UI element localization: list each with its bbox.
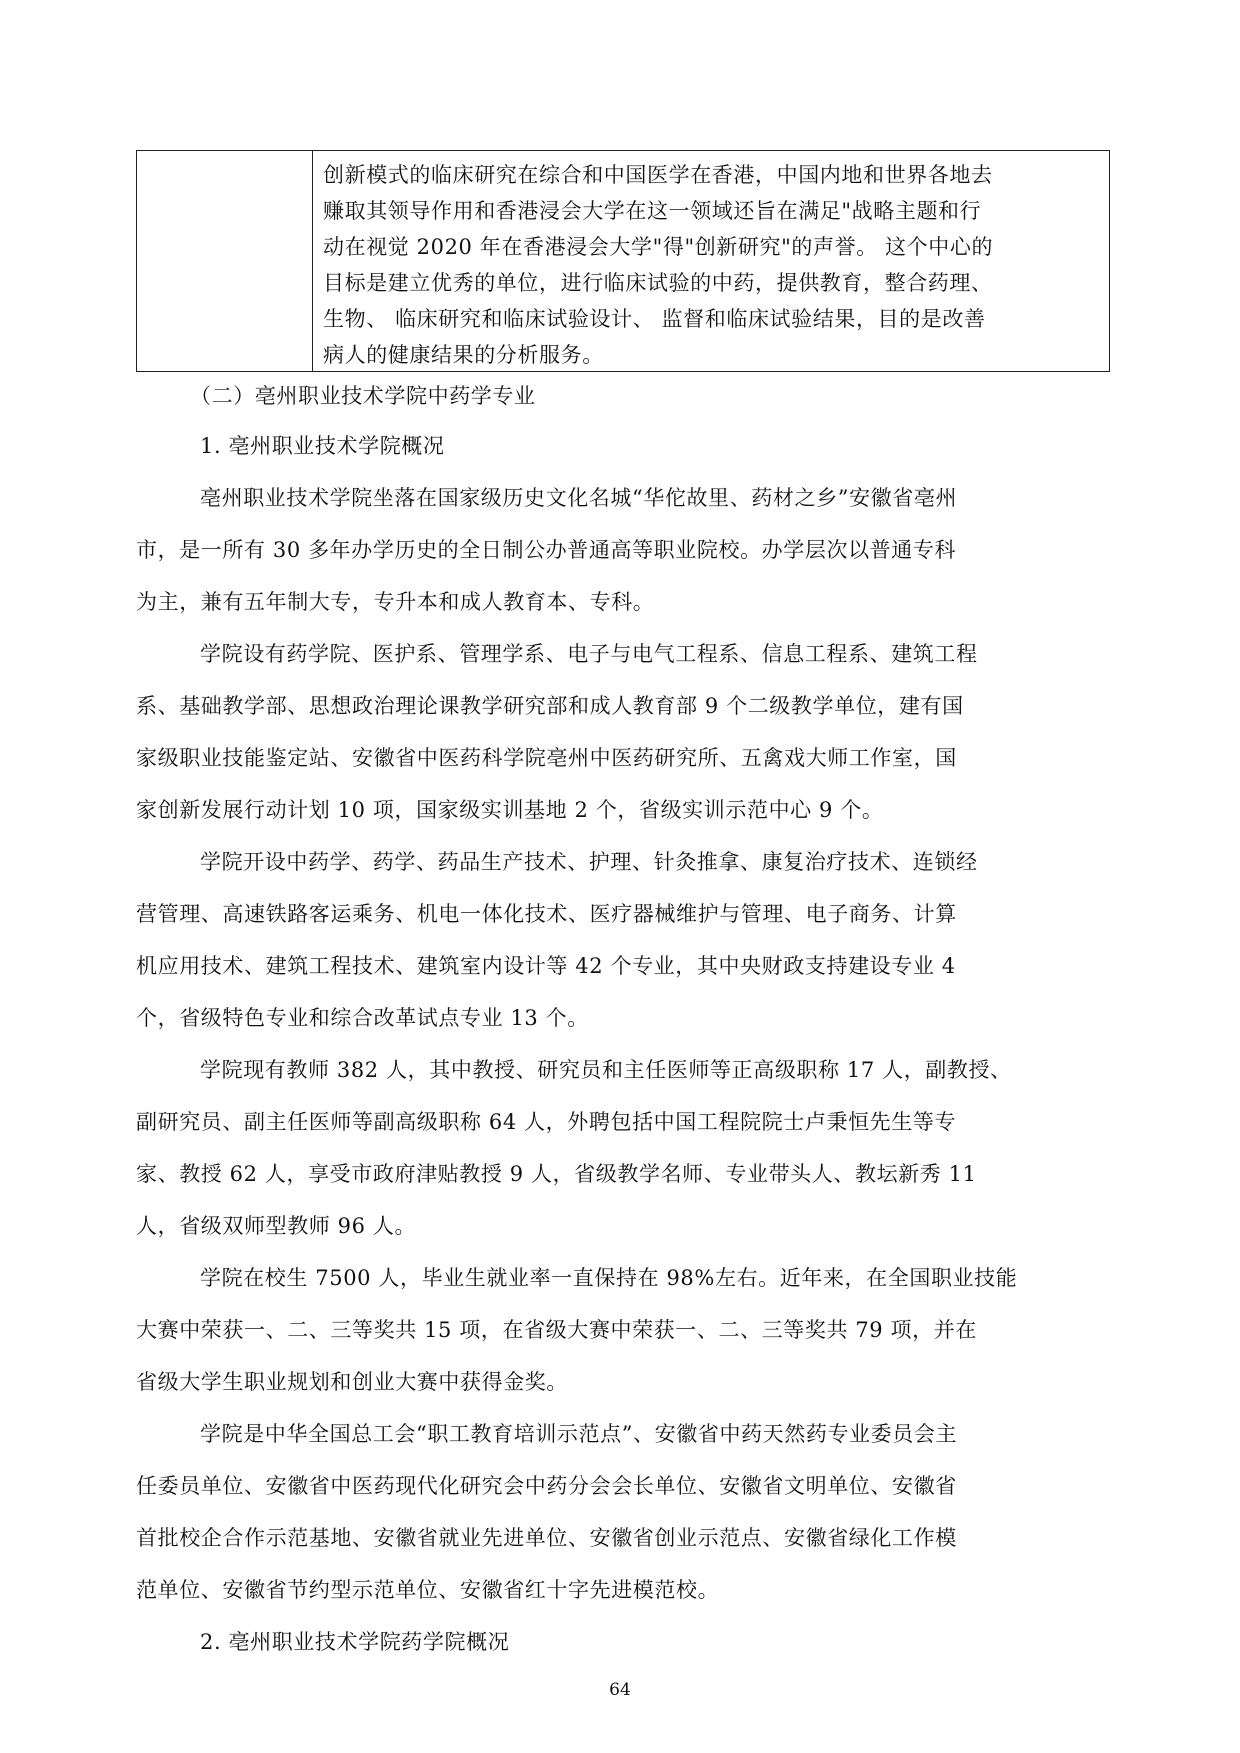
paragraph-line: 市，是一所有 30 多年办学历史的全日制公办普通高等职业院校。办学层次以普通专科 <box>136 538 957 562</box>
table-text-line: 生物、 临床研究和临床试验设计、 监督和临床试验结果，目的是改善 <box>323 307 986 331</box>
paragraph-line: 副研究员、副主任医师等副高级职称 64 人，外聘包括中国工程院院士卢秉恒先生等专 <box>136 1110 957 1134</box>
section-heading: （二）亳州职业技术学院中药学专业 <box>190 384 536 408</box>
table-text-line: 病人的健康结果的分析服务。 <box>323 343 604 367</box>
paragraph-line: 学院在校生 7500 人，毕业生就业率一直保持在 98%左右。近年来，在全国职业技能 <box>200 1266 1018 1290</box>
paragraph-line: 人，省级双师型教师 96 人。 <box>136 1214 417 1238</box>
paragraph-line: 为主，兼有五年制大专，专升本和成人教育本、专科。 <box>136 590 655 614</box>
subheading-pharmacy-school: 2. 亳州职业技术学院药学院概况 <box>200 1630 510 1654</box>
paragraph-line: 范单位、安徽省节约型示范单位、安徽省红十字先进模范校。 <box>136 1578 720 1602</box>
paragraph-line: 机应用技术、建筑工程技术、建筑室内设计等 42 个专业，其中央财政支持建设专业 4 <box>136 954 956 978</box>
table-text-line: 目标是建立优秀的单位，进行临床试验的中药，提供教育，整合药理、 <box>323 271 993 295</box>
paragraph-line: 任委员单位、安徽省中医药现代化研究会中药分会会长单位、安徽省文明单位、安徽省 <box>136 1474 957 1498</box>
paragraph-line: 学院设有药学院、医护系、管理学系、电子与电气工程系、信息工程系、建筑工程 <box>200 642 978 666</box>
paragraph-line: 首批校企合作示范基地、安徽省就业先进单位、安徽省创业示范点、安徽省绿化工作模 <box>136 1526 957 1550</box>
paragraph-line: 家创新发展行动计划 10 项，国家级实训基地 2 个，省级实训示范中心 9 个。 <box>136 798 884 822</box>
table-text-line: 动在视觉 2020 年在香港浸会大学"得"创新研究"的声誉。 这个中心的 <box>323 235 994 259</box>
paragraph-line: 大赛中荣获一、二、三等奖共 15 项，在省级大赛中荣获一、二、三等奖共 79 项，并在 <box>136 1318 977 1342</box>
subheading-overview: 1. 亳州职业技术学院概况 <box>200 434 445 458</box>
paragraph-line: 学院现有教师 382 人，其中教授、研究员和主任医师等正高级职称 17 人，副教授、 <box>200 1058 1012 1082</box>
table-text-line: 创新模式的临床研究在综合和中国医学在香港，中国内地和世界各地去 <box>323 163 993 187</box>
paragraph-line: 家、教授 62 人，享受市政府津贴教授 9 人，省级教学名师、专业带头人、教坛新秀 11 <box>136 1162 977 1186</box>
table-left-cell <box>137 151 313 371</box>
table-text-line: 赚取其领导作用和香港浸会大学在这一领域还旨在满足"战略主题和行 <box>323 199 982 223</box>
paragraph-line: 学院开设中药学、药学、药品生产技术、护理、针灸推拿、康复治疗技术、连锁经 <box>200 850 978 874</box>
paragraph-line: 家级职业技能鉴定站、安徽省中医药科学院亳州中医药研究所、五禽戏大师工作室，国 <box>136 746 957 770</box>
paragraph-line: 学院是中华全国总工会“职工教育培训示范点”、安徽省中药天然药专业委员会主 <box>200 1422 958 1446</box>
paragraph-line: 个，省级特色专业和综合改革试点专业 13 个。 <box>136 1006 589 1030</box>
paragraph-line: 亳州职业技术学院坐落在国家级历史文化名城“华佗故里、药材之乡”安徽省亳州 <box>200 486 958 510</box>
paragraph-line: 系、基础教学部、思想政治理论课教学研究部和成人教育部 9 个二级教学单位，建有国 <box>136 694 964 718</box>
continued-table <box>136 150 1110 372</box>
table-right-cell <box>313 151 1109 371</box>
page-number: 64 <box>609 1680 631 1700</box>
paragraph-line: 营管理、高速铁路客运乘务、机电一体化技术、医疗器械维护与管理、电子商务、计算 <box>136 902 957 926</box>
paragraph-line: 省级大学生职业规划和创业大赛中获得金奖。 <box>136 1370 568 1394</box>
